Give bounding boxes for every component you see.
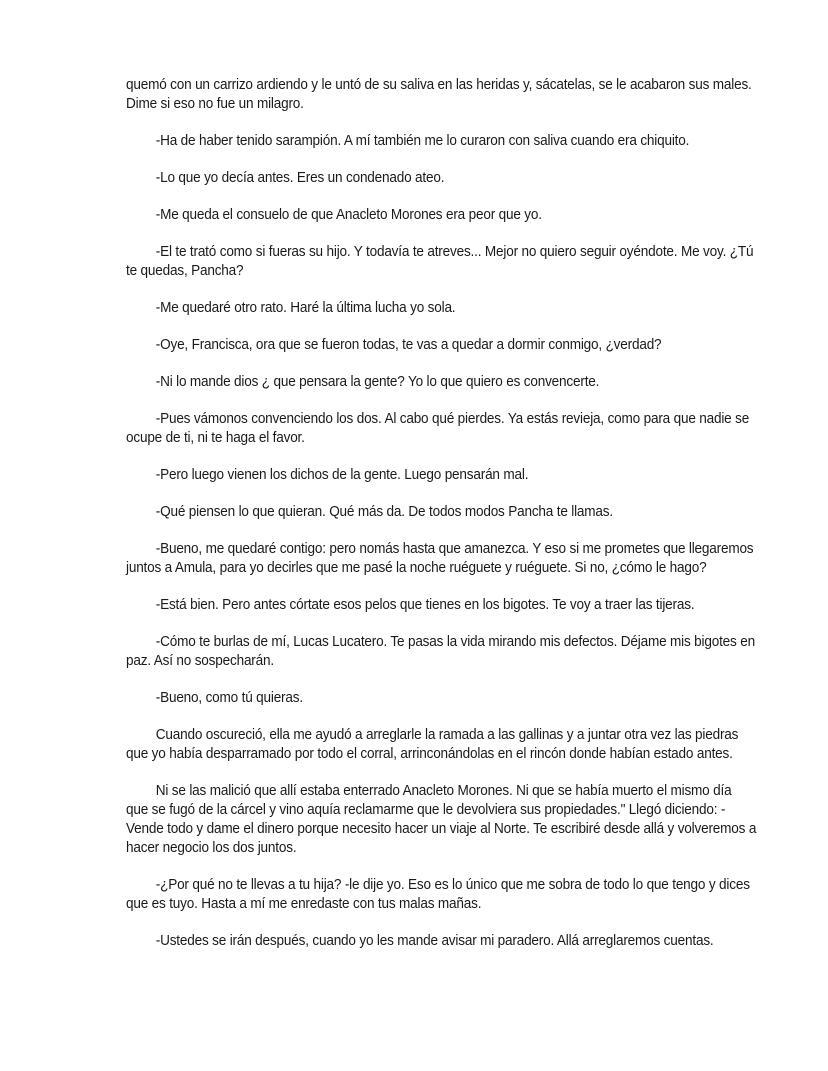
paragraph: -Bueno, como tú quieras. (155, 690, 303, 706)
paragraph: -Ha de haber tenido sarampión. A mí también me lo curaron con saliva cuando era chiquito. (155, 133, 690, 149)
paragraph: -Bueno, me quedaré contigo: pero nomás hasta que amanezca. Y eso si me prometes que llegaremos juntos a Amula, para yo decirles que me pasé la noche ruéguete y ruéguete. Si no, ¿cómo le hago? (126, 541, 754, 576)
paragraph: -Está bien. Pero antes córtate esos pelos que tienes en los bigotes. Te voy a traer las tijeras. (155, 597, 695, 613)
paragraph: -Pero luego vienen los dichos de la gente. Luego pensarán mal. (155, 467, 529, 483)
paragraph: -¿Por qué no te llevas a tu hija? -le dije yo. Eso es lo único que me sobra de todo lo que tengo y dices que es tuyo. Hasta a mí me enredaste con tus malas mañas. (126, 877, 750, 912)
paragraph: -El te trató como si fueras su hijo. Y todavía te atreves... Mejor no quiero seguir oyéndote. Me voy. ¿Tú te quedas, Pancha? (126, 244, 754, 279)
paragraph: -Oye, Francisca, ora que se fueron todas, te vas a quedar a dormir conmigo, ¿verdad? (155, 337, 662, 353)
paragraph: -Me queda el consuelo de que Anacleto Morones era peor que yo. (155, 207, 542, 223)
paragraph: Cuando oscureció, ella me ayudó a arreglarle la ramada a las gallinas y a juntar otra vez las piedras que yo había desparramado por todo el corral, arrinconándolas en el rincón donde habían estado antes. (126, 727, 739, 762)
paragraph: -Qué piensen lo que quieran. Qué más da. De todos modos Pancha te llamas. (155, 504, 613, 520)
text-body (126, 76, 757, 969)
paragraph: -Ustedes se irán después, cuando yo les mande avisar mi paradero. Allá arreglaremos cuentas. (155, 933, 714, 949)
paragraph: -Ni lo mande dios ¿ que pensara la gente? Yo lo que quiero es convencerte. (155, 374, 600, 390)
paragraph: -Pues vámonos convenciendo los dos. Al cabo qué pierdes. Ya estás revieja, como para que nadie se ocupe de ti, ni te haga el favor. (126, 411, 750, 446)
paragraph: -Cómo te burlas de mí, Lucas Lucatero. Te pasas la vida mirando mis defectos. Déjame mis bigotes en paz. Así no sospecharán. (126, 634, 755, 669)
paragraph: -Lo que yo decía antes. Eres un condenado ateo. (155, 170, 445, 186)
paragraph: quemó con un carrizo ardiendo y le untó de su saliva en las heridas y, sácatelas, se le acabaron sus males. Dime si eso no fue un milagro. (126, 77, 752, 112)
paragraph: -Me quedaré otro rato. Haré la última lucha yo sola. (155, 300, 456, 316)
paragraph: Ni se las malició que allí estaba enterrado Anacleto Morones. Ni que se había muerto el mismo día que se fugó de la cárcel y vino aquía reclamarme que le devolviera sus propiedades." Llegó diciendo: -Vende todo y dame el dinero porque necesito hacer un viaje al Norte. Te escribiré desde allá y volveremos a hacer negocio los dos juntos. (126, 783, 757, 856)
